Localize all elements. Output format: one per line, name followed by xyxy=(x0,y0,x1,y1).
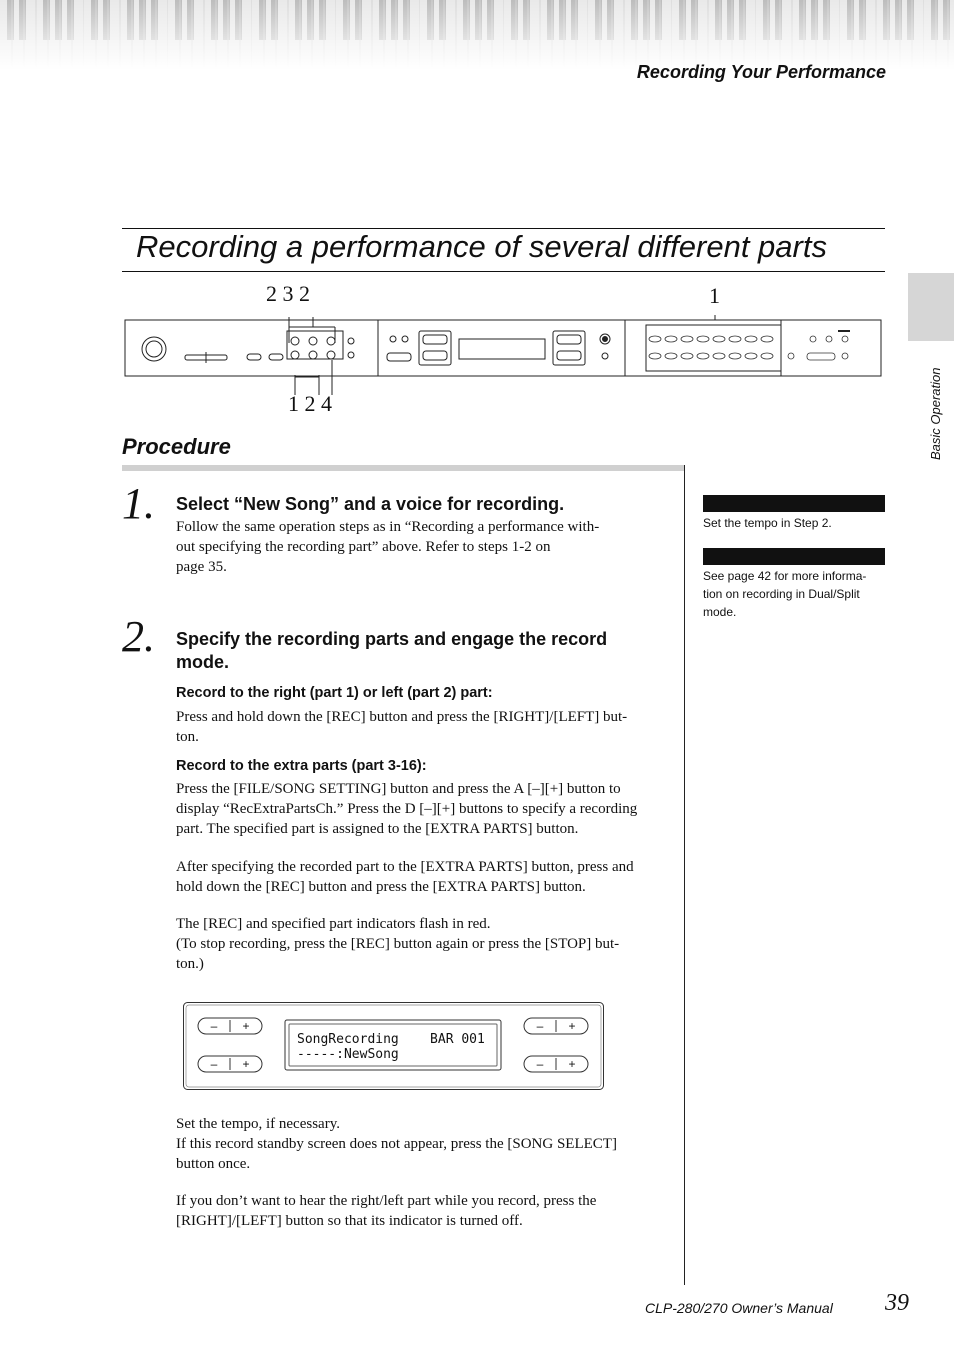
note-bar-1 xyxy=(703,495,885,512)
text-line: part. The specified part is assigned to the [EXTRA PARTS] button. xyxy=(176,821,579,837)
lcd-plus-d: + xyxy=(568,1057,576,1071)
lcd-line-2: -----:NewSong xyxy=(297,1047,399,1062)
text-line: page 35. xyxy=(176,559,227,575)
text-line: out specifying the recording part” above. Refer to steps 1-2 on xyxy=(176,539,551,555)
heading-line: mode. xyxy=(176,652,230,672)
lcd-plus-c: + xyxy=(568,1019,576,1033)
text-line: After specifying the recorded part to the [EXTRA PARTS] button, press and xyxy=(176,859,634,875)
control-panel-svg xyxy=(123,315,883,415)
text-line: Press the [FILE/SONG SETTING] button and press the A [–][+] button to xyxy=(176,781,621,797)
text-line: If you don’t want to hear the right/left part while you record, press the xyxy=(176,1193,597,1209)
text-line: Follow the same operation steps as in “Recording a performance with- xyxy=(176,519,600,535)
control-panel-illustration xyxy=(123,315,883,420)
lcd-minus-a: – xyxy=(210,1019,218,1033)
sub-heading-right-left: Record to the right (part 1) or left (part 2) part: xyxy=(176,685,493,701)
lcd-panel-illustration xyxy=(183,1002,605,1097)
step-1-number: 1. xyxy=(122,479,155,528)
lcd-plus-a: + xyxy=(242,1019,250,1033)
keyboard-header-band xyxy=(0,0,954,70)
callout-top-right: 1 xyxy=(709,283,720,308)
side-tab-label: Basic Operation xyxy=(928,367,943,460)
lcd-panel-svg xyxy=(183,1002,605,1092)
sub-extra-body xyxy=(176,779,676,839)
page-title: Recording a performance of several different parts xyxy=(136,229,827,264)
text-line: ton. xyxy=(176,729,199,745)
note-line: tion on recording in Dual/Split xyxy=(703,587,860,601)
callout-bottom: 1 2 4 xyxy=(288,391,332,416)
text-line: Set the tempo, if necessary. xyxy=(176,1116,340,1132)
step-2-number: 2. xyxy=(122,612,155,661)
note-bar-2 xyxy=(703,548,885,565)
lcd-minus-b: – xyxy=(210,1057,218,1071)
text-line: button once. xyxy=(176,1156,251,1172)
text-line: (To stop recording, press the [REC] button again or press the [STOP] but- xyxy=(176,936,620,952)
procedure-title: Procedure xyxy=(122,434,231,459)
note-2 xyxy=(703,567,885,621)
lcd-line-1: SongRecording BAR 001 xyxy=(297,1032,485,1047)
lcd-plus-b: + xyxy=(242,1057,250,1071)
footer-manual-name: CLP-280/270 Owner’s Manual xyxy=(645,1300,833,1316)
section-header-title: Recording Your Performance xyxy=(636,62,886,82)
text-line: Press and hold down the [REC] button and press the [RIGHT]/[LEFT] but- xyxy=(176,709,628,725)
step-1-body xyxy=(176,517,676,577)
note-line: See page 42 for more informa- xyxy=(703,569,867,583)
sub-heading-extra-parts: Record to the extra parts (part 3-16): xyxy=(176,758,427,774)
step-2-heading xyxy=(176,628,607,674)
lcd-minus-d: – xyxy=(536,1057,544,1071)
callout-top-left: 2 3 2 xyxy=(266,281,310,306)
keyboard-graphic xyxy=(0,0,954,70)
sub-extra-body-2 xyxy=(176,857,676,897)
column-divider xyxy=(684,465,685,1285)
text-line: ton.) xyxy=(176,956,204,972)
page-number: 39 xyxy=(885,1290,909,1316)
after-lcd-body xyxy=(176,1114,676,1174)
text-line: display “RecExtraPartsCh.” Press the D [–][+] buttons to specify a recording xyxy=(176,801,638,817)
sub-extra-body-3 xyxy=(176,914,676,974)
text-line: If this record standby screen does not appear, press the [SONG SELECT] xyxy=(176,1136,617,1152)
procedure-rule xyxy=(122,465,684,471)
heading-line: Specify the recording parts and engage the record xyxy=(176,629,608,649)
note-line: mode. xyxy=(703,605,737,619)
note-1 xyxy=(703,514,885,532)
note-line: Set the tempo in Step 2. xyxy=(703,516,832,530)
text-line: [RIGHT]/[LEFT] button so that its indicator is turned off. xyxy=(176,1213,523,1229)
text-line: hold down the [REC] button and press the [EXTRA PARTS] button. xyxy=(176,879,586,895)
side-tab xyxy=(908,273,954,341)
text-line: The [REC] and specified part indicators flash in red. xyxy=(176,916,491,932)
step-1-heading: Select “New Song” and a voice for recording. xyxy=(176,494,565,514)
after-lcd-body-2 xyxy=(176,1191,676,1231)
sub-right-left-body xyxy=(176,707,676,747)
lcd-minus-c: – xyxy=(536,1019,544,1033)
